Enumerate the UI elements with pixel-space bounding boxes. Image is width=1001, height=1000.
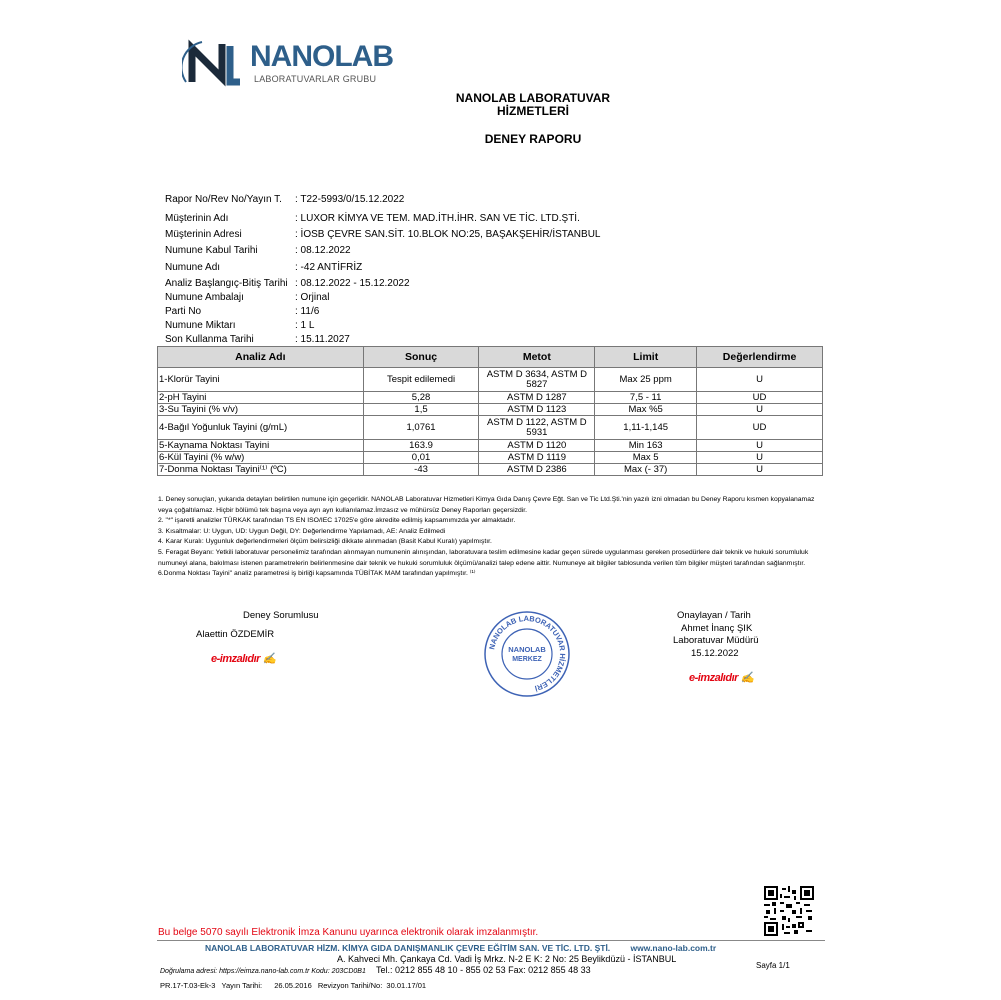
cell-limit: Min 163 <box>595 440 697 452</box>
info-label: Rapor No/Rev No/Yayın T. <box>165 194 282 205</box>
signature-left-title: Deney Sorumlusu <box>243 610 319 621</box>
cell-limit: Max 5 <box>595 452 697 464</box>
footer-website-link[interactable]: www.nano-lab.com.tr <box>630 943 717 953</box>
col-header-evaluation: Değerlendirme <box>697 347 823 368</box>
cell-method: ASTM D 1123 <box>479 404 595 416</box>
esign-notice: Bu belge 5070 sayılı Elektronik İmza Kanunu uyarınca elektronik olarak imzalanmıştır. <box>158 927 539 938</box>
note-item: 5. Feragat Beyanı: Yetkili laboratuvar personelimiz tarafından alınmayan numunenin alınışından, laboratuvara teslim edilmesine kadar geçen sürede uygulanması gereken prosedürlere dair teknik ve hukuki sorumluluk numuneyi alana, bakılması istenen parametrelerin belirlenmesine dair teknik ve hukuki sorumluluk ölçümü/analizi talep edene aittir. Numuneye ait bilgiler tablosunda verilen tüm bilgiler müşteri tarafından sağlanmıştır. <box>158 548 809 567</box>
pen-icon: ✍ <box>262 653 276 665</box>
signature-right-title: Onaylayan / Tarih <box>677 610 751 621</box>
cell-limit: 7,5 - 11 <box>595 392 697 404</box>
cell-limit: Max 25 ppm <box>595 368 697 392</box>
report-title-line1: NANOLAB LABORATUVAR <box>455 91 611 105</box>
company-logo <box>182 38 393 90</box>
table-header-row <box>158 347 823 368</box>
info-value: : -42 ANTİFRİZ <box>295 262 363 273</box>
cell-method: ASTM D 2386 <box>479 464 595 476</box>
info-label: Müşterinin Adresi <box>165 229 242 240</box>
info-value: : 11/6 <box>295 306 320 317</box>
note-item: 2. "*" işaretli analizler TÜRKAK tarafından TS EN ISO/IEC 17025'e göre akredite edilmiş kapsamımızda yer almaktadır. <box>158 517 516 525</box>
cell-evaluation: UD <box>697 416 823 440</box>
cell-method: ASTM D 1287 <box>479 392 595 404</box>
cell-evaluation: U <box>697 368 823 392</box>
logo-sub-text: LABORATUVARLAR GRUBU <box>254 74 377 84</box>
report-title-line2: HİZMETLERİ <box>497 104 569 118</box>
info-label: Numune Adı <box>165 262 221 273</box>
col-header-method: Metot <box>479 347 595 368</box>
info-value: : 15.11.2027 <box>295 334 350 345</box>
cell-result: Tespit edilemedi <box>363 368 479 392</box>
logo-brand-text: NANOLAB <box>250 40 393 73</box>
e-signature-left <box>211 652 276 665</box>
info-value: : 08.12.2022 - 15.12.2022 <box>295 278 410 289</box>
verify-code: 203CD0B1 <box>331 968 366 975</box>
e-signature-right <box>689 671 754 684</box>
results-table <box>157 346 823 476</box>
cell-evaluation: U <box>697 404 823 416</box>
table-row <box>158 440 823 452</box>
form-code: PR.17-T.03-Ek-3 <box>160 981 216 990</box>
note-item: 6.Donma Noktası Tayini" analiz parametresi iş birliği kapsamında TÜBİTAK MAM tarafından yapılmıştır. ⁽¹⁾ <box>158 570 476 578</box>
info-label: Parti No <box>165 306 202 317</box>
info-value: : İOSB ÇEVRE SAN.SİT. 10.BLOK NO:25, BAŞAKŞEHİR/İSTANBUL <box>295 229 601 240</box>
cell-evaluation: U <box>697 452 823 464</box>
table-row <box>158 392 823 404</box>
e-signature-text: e-imzalıdır <box>211 653 260 665</box>
cell-result: 1,0761 <box>363 416 479 440</box>
cell-limit: Max %5 <box>595 404 697 416</box>
footer-company <box>205 943 716 953</box>
info-value: : 1 L <box>295 320 315 331</box>
stamp-center-line1: NANOLAB <box>508 645 546 654</box>
e-signature-text: e-imzalıdır <box>689 672 738 684</box>
report-subtitle: DENEY RAPORU <box>484 132 582 146</box>
cell-method: ASTM D 3634, ASTM D 5827 <box>479 368 595 392</box>
col-header-result: Sonuç <box>363 347 479 368</box>
cell-analysis: 4-Bağıl Yoğunluk Tayini (g/mL) <box>158 416 364 440</box>
cell-result: 1,5 <box>363 404 479 416</box>
cell-limit: 1,11-1,145 <box>595 416 697 440</box>
cell-result: 5,28 <box>363 392 479 404</box>
stamp-ring-text: NANOLAB LABORATUVAR HİZMETLERİ <box>487 613 568 693</box>
cell-result: -43 <box>363 464 479 476</box>
info-label: Son Kullanma Tarihi <box>165 334 254 345</box>
nanolab-logo-icon <box>182 38 244 90</box>
cell-method: ASTM D 1120 <box>479 440 595 452</box>
cell-analysis: 5-Kaynama Noktası Tayini <box>158 440 364 452</box>
pen-icon: ✍ <box>740 672 754 684</box>
cell-analysis: 1-Klorür Tayini <box>158 368 364 392</box>
rev-label: Revizyon Tarihi/No: <box>317 981 383 990</box>
col-header-analysis: Analiz Adı <box>158 347 364 368</box>
info-label: Numune Ambalajı <box>165 292 244 303</box>
info-label: Numune Kabul Tarihi <box>165 245 258 256</box>
cell-evaluation: UD <box>697 392 823 404</box>
cell-method: ASTM D 1119 <box>479 452 595 464</box>
note-item: 4. Karar Kuralı: Uygunluk değerlendirmeleri ölçüm belirsizliği dikkate alınmadan (Basit Kabul Kuralı) yapılmıştır. <box>158 538 492 546</box>
table-row <box>158 404 823 416</box>
table-row <box>158 416 823 440</box>
company-stamp <box>483 610 571 698</box>
signature-left-name: Alaettin ÖZDEMİR <box>196 629 275 640</box>
table-row <box>158 452 823 464</box>
table-row <box>158 368 823 392</box>
report-notes <box>158 495 830 580</box>
info-label: Numune Miktarı <box>165 320 236 331</box>
note-item: 3. Kısaltmalar: U: Uygun, UD: Uygun Değil, DY: Değerlendirme Yapılamadı, AE: Analiz Edilmedi <box>158 527 446 535</box>
cell-analysis: 3-Su Tayini (% v/v) <box>158 404 364 416</box>
table-row <box>158 464 823 476</box>
info-label: Müşterinin Adı <box>165 213 229 224</box>
info-value: : T22-5993/0/15.12.2022 <box>295 194 405 205</box>
cell-method: ASTM D 1122, ASTM D 5931 <box>479 416 595 440</box>
footer-verify <box>160 968 366 975</box>
signature-right-name: Ahmet İnanç ŞIK <box>681 623 753 634</box>
info-value: : Orjinal <box>295 292 330 303</box>
footer-phone: Tel.: 0212 855 48 10 - 855 02 53 Fax: 0212 855 48 33 <box>376 965 591 975</box>
info-value: : LUXOR KİMYA VE TEM. MAD.İTH.İHR. SAN VE TİC. LTD.ŞTİ. <box>295 213 580 224</box>
cell-result: 163.9 <box>363 440 479 452</box>
footer-form-info <box>160 981 426 990</box>
pub-date: 26.05.2016 <box>274 981 312 990</box>
note-item: 1. Deney sonuçları, yukarıda detayları belirtilen numune için geçerlidir. NANOLAB Laboratuvar Hizmetleri Kimya Gıda Danış Çevre Eğt. San ve Tic Ltd.Şti.'nin yazılı izni olmadan bu Deney Raporu kısmen kopyalanamaz veya çoğaltılamaz. Hiçbir bölümü tek başına veya ayrı ayrı kullanılamaz.İmzasız ve mühürsüz Deney Raporları geçersizdir. <box>158 496 815 514</box>
col-header-limit: Limit <box>595 347 697 368</box>
info-label: Analiz Başlangıç-Bitiş Tarihi <box>165 278 288 289</box>
verify-label: Doğrulama adresi: https://eimza.nano-lab.com.tr Kodu: <box>160 968 330 975</box>
stamp-center-line2: MERKEZ <box>512 656 542 663</box>
footer-address: A. Kahveci Mh. Çankaya Cd. Vadi İş Mrkz. N-2 E K: 2 No: 25 Beylikdüzü - İSTANBUL <box>337 954 677 964</box>
signature-right-role: Laboratuvar Müdürü <box>673 635 759 646</box>
cell-analysis: 6-Kül Tayini (% w/w) <box>158 452 364 464</box>
info-value: : 08.12.2022 <box>295 245 351 256</box>
cell-evaluation: U <box>697 464 823 476</box>
rev-value: 30.01.17/01 <box>386 981 427 990</box>
signature-right-date: 15.12.2022 <box>691 648 739 659</box>
page-number: Sayfa 1/1 <box>756 961 790 970</box>
footer-divider <box>157 940 825 941</box>
cell-result: 0,01 <box>363 452 479 464</box>
footer-company-name: NANOLAB LABORATUVAR HİZM. KİMYA GIDA DANIŞMANLIK ÇEVRE EĞİTİM SAN. VE TİC. LTD. ŞTİ. <box>205 943 611 953</box>
cell-limit: Max (- 37) <box>595 464 697 476</box>
cell-analysis: 7-Donma Noktası Tayini⁽¹⁾ (ºC) <box>158 464 364 476</box>
qr-code-icon[interactable] <box>764 886 814 936</box>
cell-evaluation: U <box>697 440 823 452</box>
pub-date-label: Yayın Tarihi: <box>221 981 263 990</box>
cell-analysis: 2-pH Tayini <box>158 392 364 404</box>
